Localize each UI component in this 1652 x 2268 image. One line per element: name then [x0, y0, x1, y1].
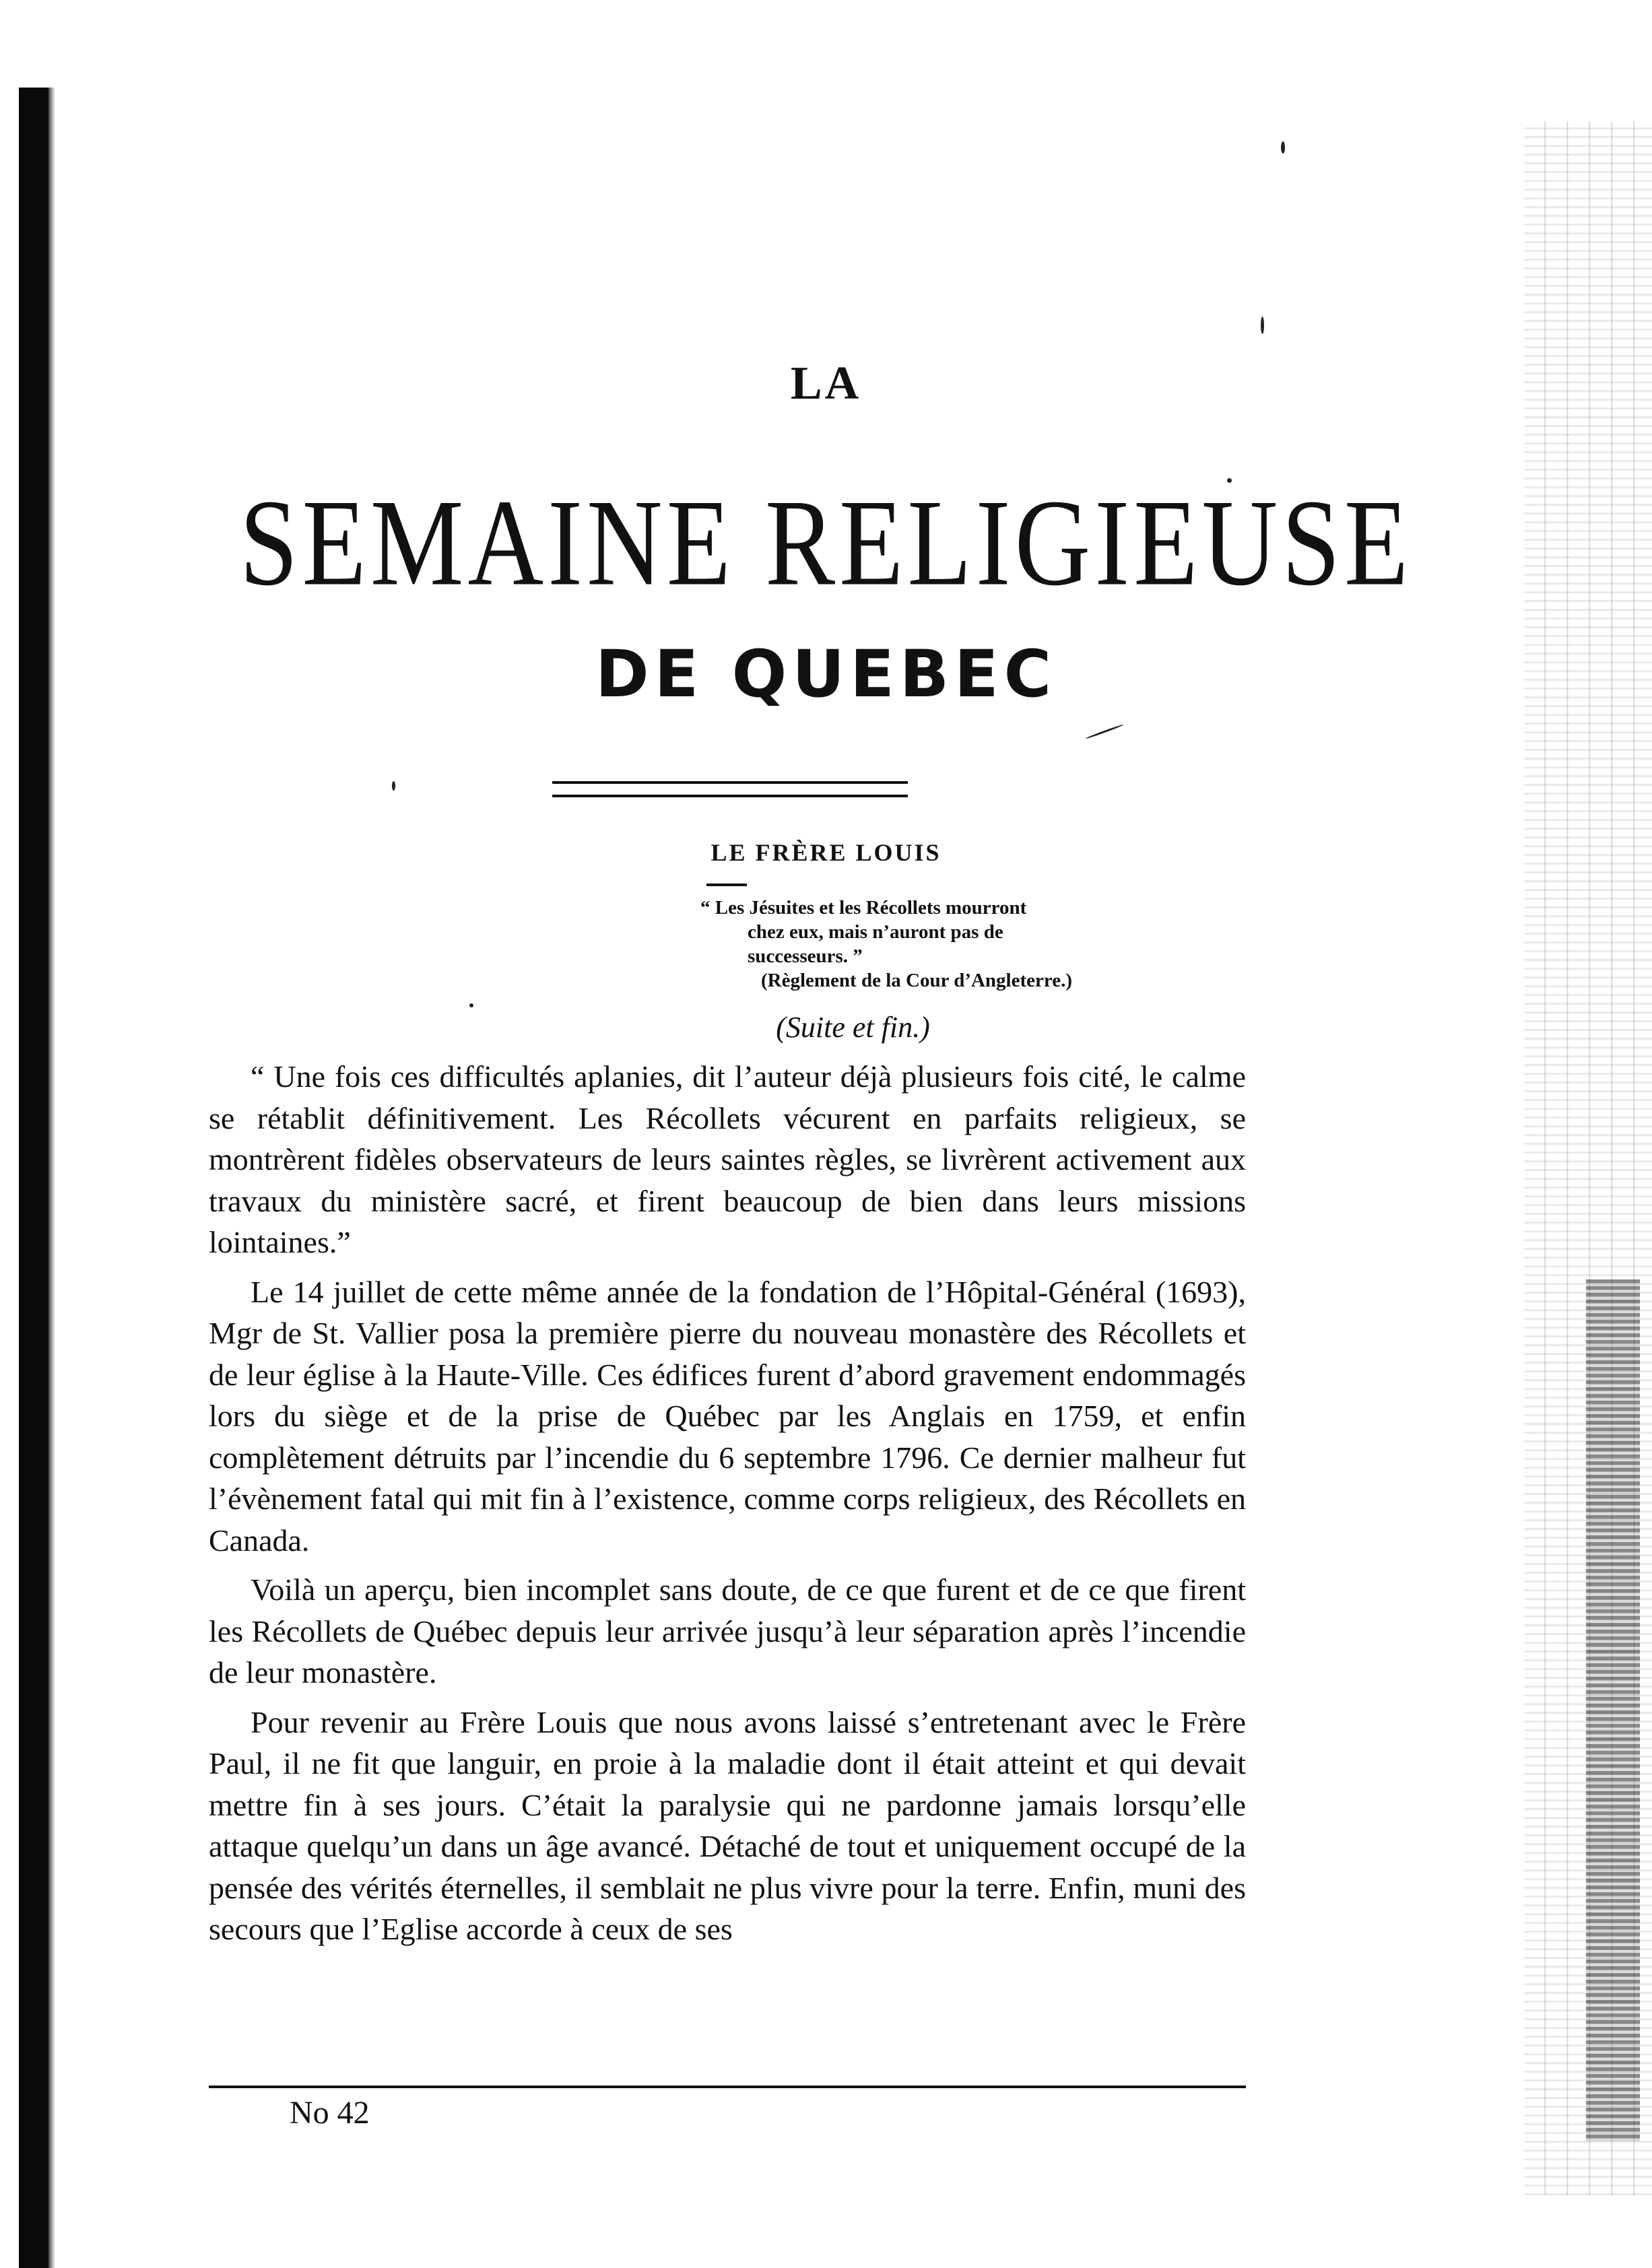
article-heading: LE FRÈRE LOUIS — [711, 839, 941, 866]
heading-dash — [706, 883, 747, 886]
epigraph-line: “ Les Jésuites et les Récollets mourront — [700, 897, 1027, 919]
epigraph-line: chez eux, mais n’auront pas de — [748, 921, 1003, 943]
scan-speck — [1281, 141, 1285, 154]
epigraph — [700, 896, 1239, 993]
body-paragraph: Le 14 juillet de cette même année de la fondation de l’Hôpital-Général (1693), Mgr de St. Vallier posa la première pierre du nouveau monastère des Récollets et de leur église à la Haute-Ville. Ces édifices furent d’abord gravement endommagés lors du siège et de la prise de Québec par les Anglais en 1759, et enfin complètement détruits par l’incendie du 6 septembre 1796. Ce dernier malheur fut l’évènement fatal qui mit fin à l’existence, comme corps religieux, des Récollets en Canada. — [209, 1274, 1246, 1558]
continuation-note: (Suite et fin.) — [776, 1011, 930, 1044]
body-paragraph: Pour revenir au Frère Louis que nous avons laissé s’entretenant avec le Frère Paul, il ne fit que languir, en proie à la maladie dont il était atteint et qui devait mettre fin à ses jours. C’était la paralysie qui ne pardonne jamais lorsqu’elle attaque quelqu’un dans un âge avancé. Détaché de tout et uniquement occupé de la pensée des vérités éternelles, il semblait ne plus vivre pour la terre. Enfin, muni des secours que l’Eglise accorde à ceux de ses — [209, 1704, 1246, 1946]
masthead-title: SEMAINE RELIGIEUSE — [239, 473, 1413, 611]
epigraph-source: (Règlement de la Cour d’Angleterre.) — [761, 970, 1073, 991]
footer-rule — [209, 2086, 1246, 2088]
article-body — [209, 1056, 1246, 1958]
body-paragraph: “ Une fois ces difficultés aplanies, dit l’auteur déjà plusieurs fois cité, le calme se rétablit définitivement. Les Récollets vécurent en parfaits religieux, se montrèrent fidèles observateurs de leurs saintes règles, se livrèrent activement aux travaux du ministère sacré, et firent beaucoup de bien dans leurs missions lointaines.” — [209, 1059, 1246, 1259]
body-paragraph: Voilà un aperçu, bien incomplet sans doute, de ce que furent et de ce que firent les Récollets de Québec depuis leur arrivée jusqu’à leur séparation après l’incendie de leur monastère. — [209, 1572, 1246, 1690]
binding-shadow — [19, 88, 48, 2268]
scan-speck — [392, 781, 395, 791]
scan-speck — [1085, 724, 1123, 739]
scan-speck — [1261, 316, 1264, 334]
masthead-article: LA — [790, 358, 862, 409]
epigraph-line: successeurs. ” — [748, 945, 863, 967]
issue-number: No 42 — [290, 2095, 370, 2131]
page-edge-shadow — [1586, 1279, 1640, 2141]
masthead-divider — [552, 781, 908, 797]
scan-speck — [469, 1003, 473, 1007]
masthead-subtitle: DE QUEBEC — [595, 636, 1057, 712]
